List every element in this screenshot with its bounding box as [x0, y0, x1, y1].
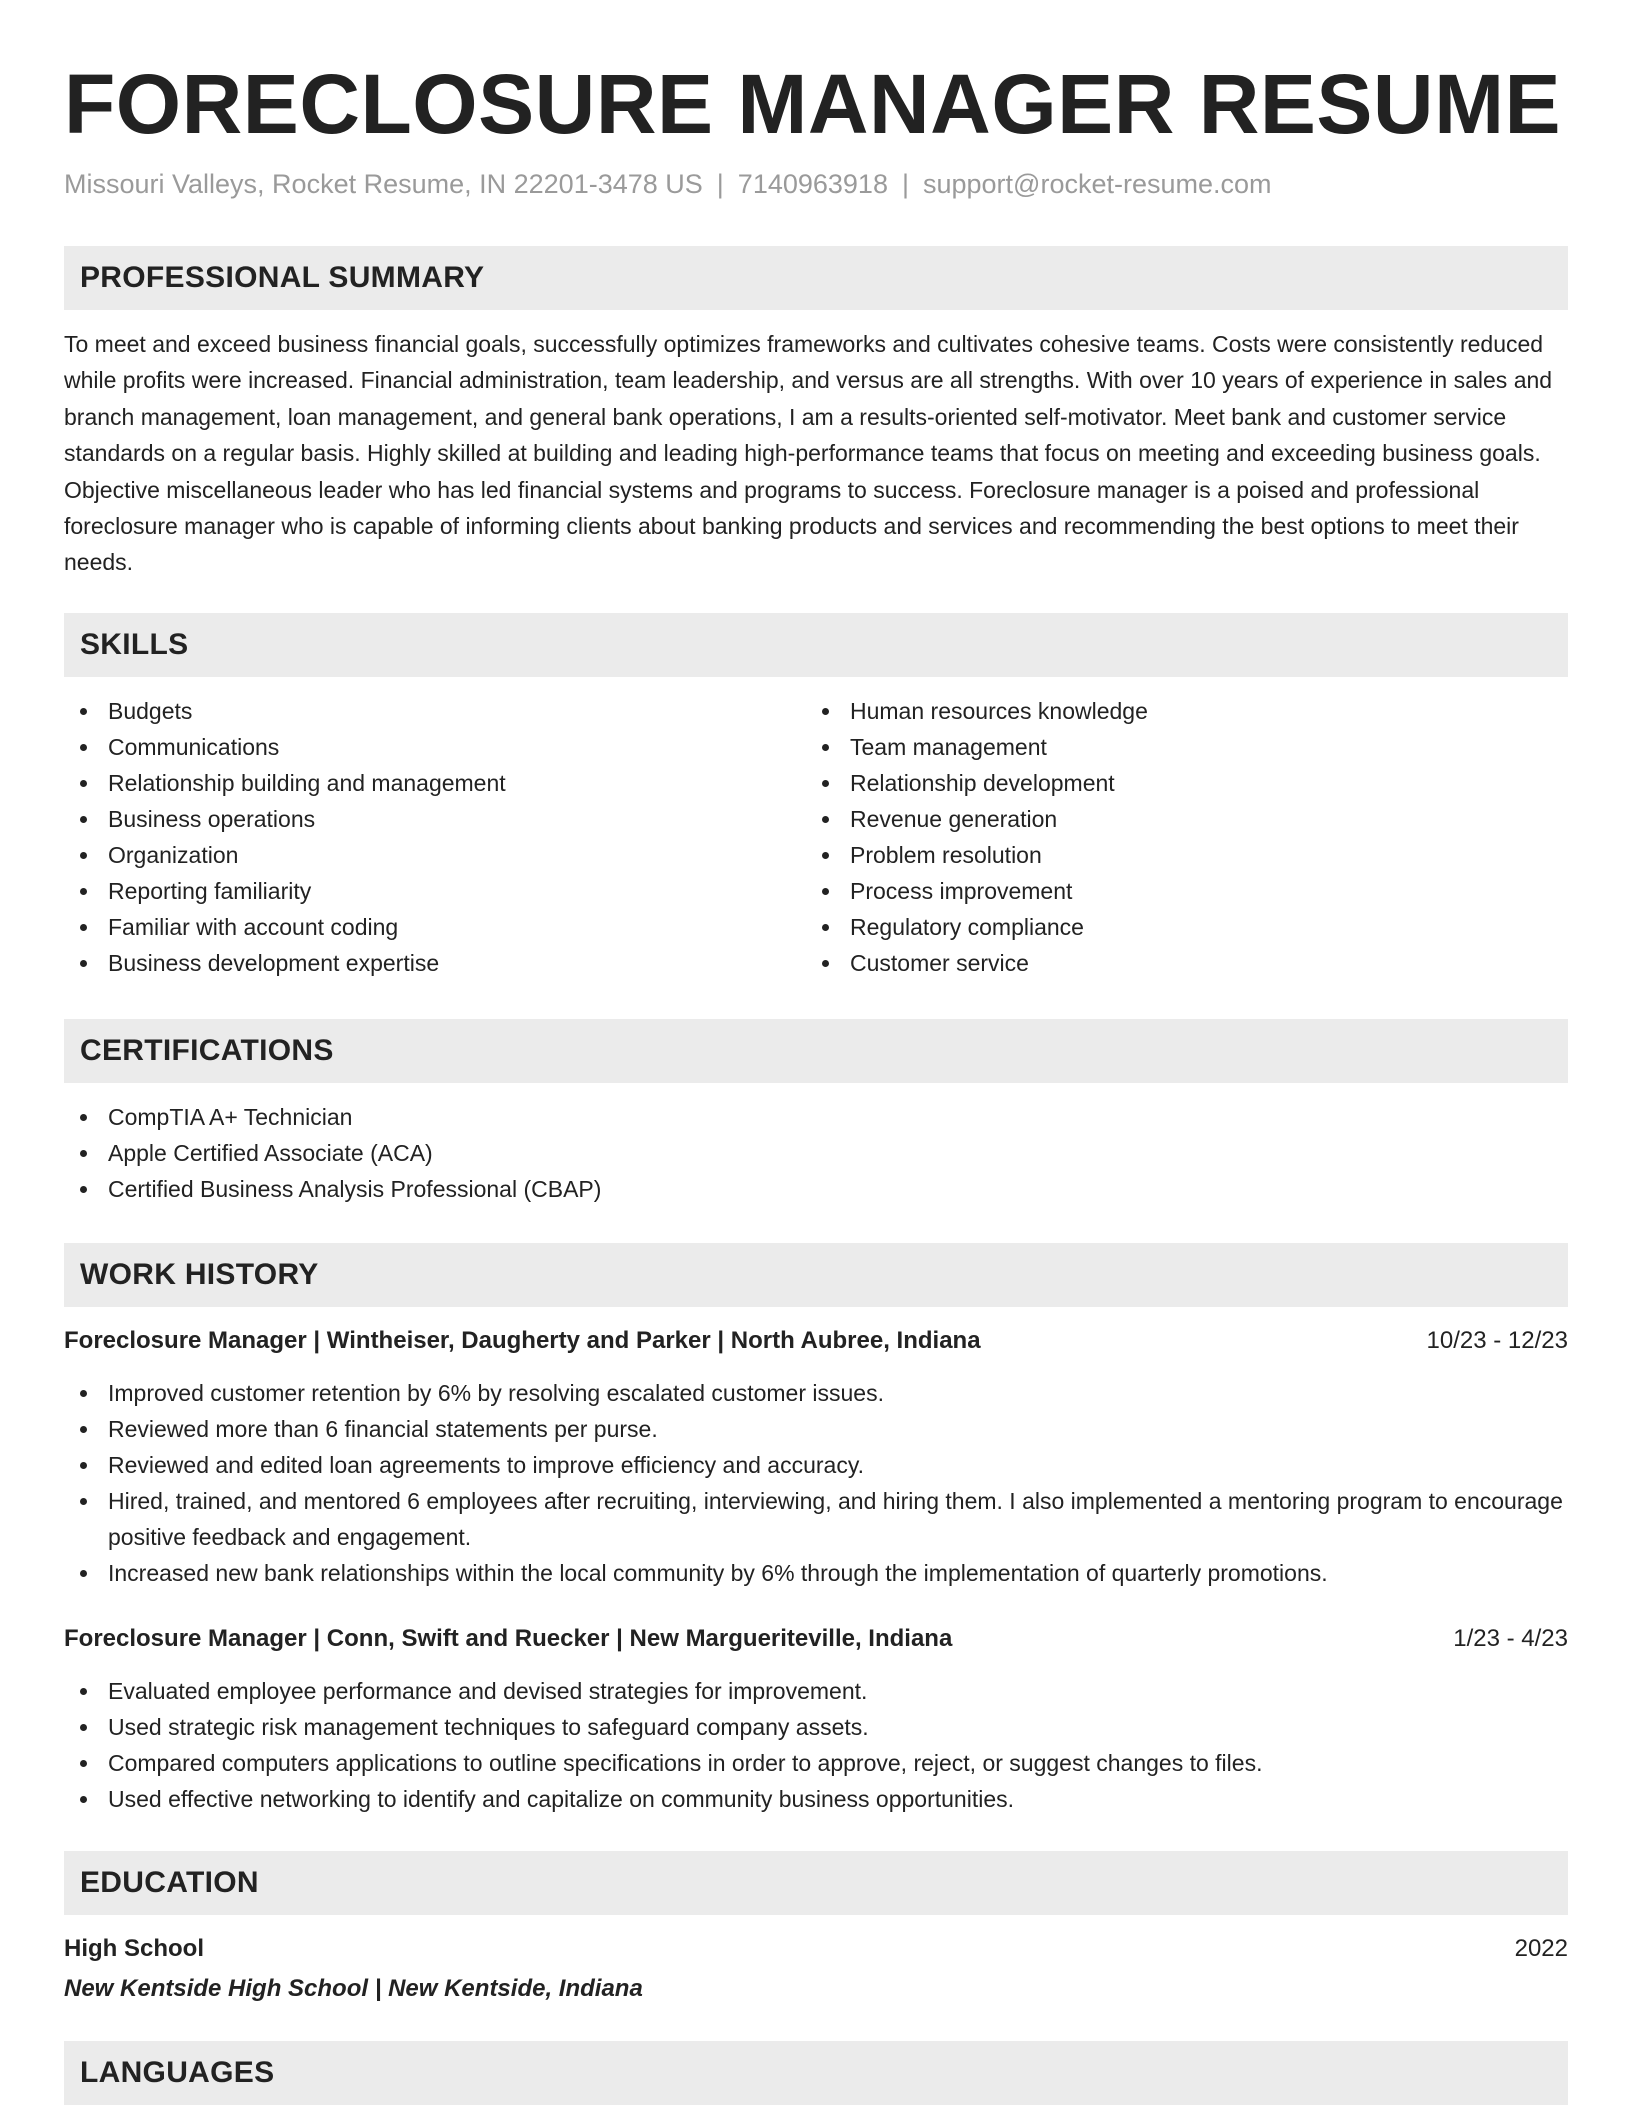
job-bullet: Reviewed more than 6 financial statements per purse.: [64, 1411, 1568, 1447]
education-header: [64, 1931, 1568, 1967]
skills-column-left: [64, 693, 806, 981]
job-bullet: Reviewed and edited loan agreements to improve efficiency and accuracy.: [64, 1447, 1568, 1483]
summary-text: To meet and exceed business financial goals, successfully optimizes frameworks and cultivates cohesive teams. Costs were consistently reduced while profits were increased. Financial administration, team leadership, and versus are all strengths. With over 10 years of experience in sales and branch management, loan management, and general bank operations, I am a results-oriented self-motivator. Meet bank and customer service standards on a regular basis. Highly skilled at building and leading high-performance teams that focus on meeting and exceeding business goals. Objective miscellaneous leader who has led financial systems and programs to success. Foreclosure manager is a poised and professional foreclosure manager who is capable of informing clients about banking products and services and recommending the best options to meet their needs.: [64, 331, 1553, 576]
skill-item: Process improvement: [806, 873, 1548, 909]
job-bullet: Increased new bank relationships within the local community by 6% through the implementation of quarterly promotions.: [64, 1555, 1568, 1591]
skills-section-header: SKILLS: [64, 613, 1568, 677]
job-bullet: Compared computers applications to outline specifications in order to approve, reject, or suggest changes to files.: [64, 1745, 1568, 1781]
skill-item: Communications: [64, 729, 806, 765]
skills-grid: [64, 693, 1568, 981]
languages-section-header: LANGUAGES: [64, 2041, 1568, 2105]
education-school: New Kentside High School | New Kentside, Indiana: [64, 1974, 643, 2002]
skills-column-right: [806, 693, 1548, 981]
education-degree: High School: [64, 1934, 204, 1962]
skill-item: Relationship development: [806, 765, 1548, 801]
skill-item: Familiar with account coding: [64, 909, 806, 945]
job-bullet-list: [64, 1375, 1568, 1591]
work-history-section-header: WORK HISTORY: [64, 1243, 1568, 1307]
contact-address: Missouri Valleys, Rocket Resume, IN 22201-3478 US: [64, 169, 703, 199]
contact-separator: |: [716, 169, 724, 199]
certifications-list: [64, 1099, 1568, 1207]
job-header: [64, 1621, 1568, 1657]
skill-item: Regulatory compliance: [806, 909, 1548, 945]
skill-item: Relationship building and management: [64, 765, 806, 801]
skill-item: Customer service: [806, 945, 1548, 981]
contact-email: support@rocket-resume.com: [922, 169, 1272, 199]
contact-line: [64, 166, 1568, 202]
certification-item: CompTIA A+ Technician: [64, 1099, 1568, 1135]
job-title: Foreclosure Manager | Wintheiser, Daugherty and Parker | North Aubree, Indiana: [64, 1326, 981, 1354]
job-bullet: Used effective networking to identify and capitalize on community business opportunities.: [64, 1781, 1568, 1817]
education-year: 2022: [1514, 1934, 1568, 1962]
skill-item: Business operations: [64, 801, 806, 837]
skill-item: Business development expertise: [64, 945, 806, 981]
job-bullet: Used strategic risk management techniques to safeguard company assets.: [64, 1709, 1568, 1745]
certification-item: Apple Certified Associate (ACA): [64, 1135, 1568, 1171]
job-bullet: Evaluated employee performance and devised strategies for improvement.: [64, 1673, 1568, 1709]
certification-item: Certified Business Analysis Professional (CBAP): [64, 1171, 1568, 1207]
skill-item: Problem resolution: [806, 837, 1548, 873]
skill-item: Reporting familiarity: [64, 873, 806, 909]
job-title: Foreclosure Manager | Conn, Swift and Ruecker | New Margueriteville, Indiana: [64, 1624, 953, 1652]
resume-title: FORECLOSURE MANAGER RESUME: [64, 57, 1562, 151]
certifications-section-header: CERTIFICATIONS: [64, 1019, 1568, 1083]
job-bullet: Improved customer retention by 6% by resolving escalated customer issues.: [64, 1375, 1568, 1411]
skill-item: Team management: [806, 729, 1548, 765]
skill-item: Revenue generation: [806, 801, 1548, 837]
education-section-header: EDUCATION: [64, 1851, 1568, 1915]
skill-item: Budgets: [64, 693, 806, 729]
job-bullet: Hired, trained, and mentored 6 employees after recruiting, interviewing, and hiring them. I also implemented a mentoring program to encourage positive feedback and engagement.: [64, 1483, 1568, 1555]
job-header: [64, 1323, 1568, 1359]
skill-item: Human resources knowledge: [806, 693, 1548, 729]
job-bullet-list: [64, 1673, 1568, 1817]
resume-page: [64, 0, 1568, 2105]
skill-item: Organization: [64, 837, 806, 873]
summary-section-header: PROFESSIONAL SUMMARY: [64, 246, 1568, 310]
contact-separator: |: [901, 169, 909, 199]
contact-phone: 7140963918: [737, 169, 888, 199]
job-dates: 1/23 - 4/23: [1453, 1624, 1568, 1652]
job-dates: 10/23 - 12/23: [1426, 1326, 1568, 1354]
